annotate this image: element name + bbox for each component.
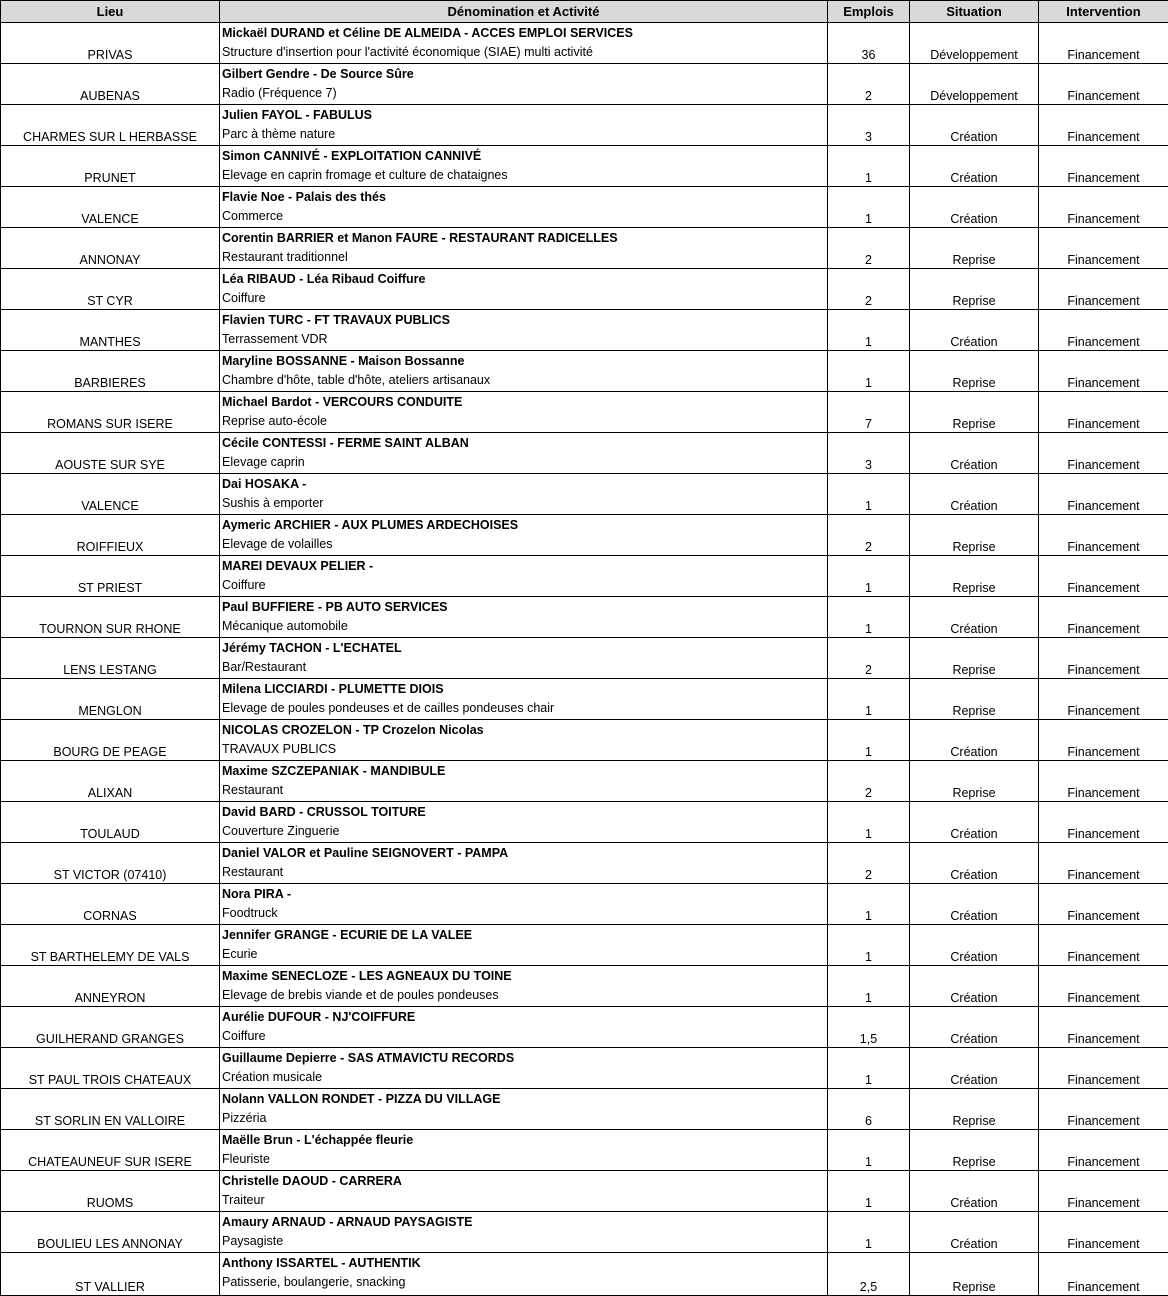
table-row	[1, 105, 1168, 146]
table-row	[1, 925, 1168, 966]
table-row	[1, 146, 1168, 187]
table-row	[1, 515, 1168, 556]
business-activity: Commerce	[222, 207, 827, 226]
business-title: Cécile CONTESSI - FERME SAINT ALBAN	[222, 433, 827, 453]
cell-situation: Développement	[910, 23, 1039, 64]
business-activity: Elevage de brebis viande et de poules pondeuses	[222, 986, 827, 1005]
cell-emplois: 2	[828, 515, 910, 556]
table-row	[1, 64, 1168, 105]
cell-lieu: ROMANS SUR ISERE	[1, 392, 220, 433]
cell-denomination	[220, 638, 828, 679]
cell-denomination	[220, 1089, 828, 1130]
cell-emplois: 1	[828, 1171, 910, 1212]
cell-lieu: AUBENAS	[1, 64, 220, 105]
cell-situation: Création	[910, 146, 1039, 187]
cell-lieu: AOUSTE SUR SYE	[1, 433, 220, 474]
cell-emplois: 2	[828, 64, 910, 105]
cell-emplois: 1	[828, 884, 910, 925]
cell-denomination	[220, 1048, 828, 1089]
cell-lieu: ALIXAN	[1, 761, 220, 802]
business-activity: Bar/Restaurant	[222, 658, 827, 677]
business-activity: Elevage en caprin fromage et culture de chataignes	[222, 166, 827, 185]
cell-denomination	[220, 351, 828, 392]
cell-situation: Reprise	[910, 228, 1039, 269]
cell-lieu: ST VICTOR (07410)	[1, 843, 220, 884]
cell-intervention: Financement	[1039, 515, 1168, 556]
business-activity: Foodtruck	[222, 904, 827, 923]
business-title: Christelle DAOUD - CARRERA	[222, 1171, 827, 1191]
table-row	[1, 638, 1168, 679]
business-activity: Traiteur	[222, 1191, 827, 1210]
business-activity: Restaurant	[222, 781, 827, 800]
cell-denomination	[220, 761, 828, 802]
cell-intervention: Financement	[1039, 1048, 1168, 1089]
business-title: Jérémy TACHON - L'ECHATEL	[222, 638, 827, 658]
cell-denomination	[220, 802, 828, 843]
cell-denomination	[220, 474, 828, 515]
cell-lieu: PRUNET	[1, 146, 220, 187]
cell-lieu: PRIVAS	[1, 23, 220, 64]
table-row	[1, 1007, 1168, 1048]
cell-denomination	[220, 23, 828, 64]
header-intervention: Intervention	[1039, 1, 1168, 23]
cell-intervention: Financement	[1039, 310, 1168, 351]
cell-situation: Reprise	[910, 761, 1039, 802]
table-row	[1, 474, 1168, 515]
cell-lieu: BOURG DE PEAGE	[1, 720, 220, 761]
business-title: David BARD - CRUSSOL TOITURE	[222, 802, 827, 822]
table-row	[1, 1253, 1168, 1296]
cell-intervention: Financement	[1039, 1212, 1168, 1253]
table-row	[1, 351, 1168, 392]
cell-lieu: LENS LESTANG	[1, 638, 220, 679]
business-activity: Coiffure	[222, 1027, 827, 1046]
table-row	[1, 310, 1168, 351]
cell-situation: Reprise	[910, 1130, 1039, 1171]
business-title: Aymeric ARCHIER - AUX PLUMES ARDECHOISES	[222, 515, 827, 535]
business-title: Léa RIBAUD - Léa Ribaud Coiffure	[222, 269, 827, 289]
business-activity: Patisserie, boulangerie, snacking	[222, 1273, 827, 1292]
table-row	[1, 761, 1168, 802]
cell-emplois: 1	[828, 146, 910, 187]
cell-intervention: Financement	[1039, 720, 1168, 761]
cell-denomination	[220, 925, 828, 966]
cell-intervention: Financement	[1039, 392, 1168, 433]
cell-situation: Création	[910, 474, 1039, 515]
business-title: Mickaël DURAND et Céline DE ALMEIDA - ACCES EMPLOI SERVICES	[222, 23, 827, 43]
business-activity: Coiffure	[222, 576, 827, 595]
business-title: MAREI DEVAUX PELIER -	[222, 556, 827, 576]
business-title: NICOLAS CROZELON - TP Crozelon Nicolas	[222, 720, 827, 740]
business-activity: Création musicale	[222, 1068, 827, 1087]
table-row	[1, 720, 1168, 761]
cell-denomination	[220, 146, 828, 187]
cell-situation: Reprise	[910, 1089, 1039, 1130]
cell-intervention: Financement	[1039, 843, 1168, 884]
cell-situation: Création	[910, 720, 1039, 761]
business-title: Flavien TURC - FT TRAVAUX PUBLICS	[222, 310, 827, 330]
cell-intervention: Financement	[1039, 351, 1168, 392]
cell-intervention: Financement	[1039, 966, 1168, 1007]
business-activity: Coiffure	[222, 289, 827, 308]
header-row	[1, 1, 1168, 23]
cell-denomination	[220, 1253, 828, 1296]
table-row	[1, 1130, 1168, 1171]
header-denomination: Dénomination et Activité	[220, 1, 828, 23]
cell-intervention: Financement	[1039, 146, 1168, 187]
business-title: Simon CANNIVÉ - EXPLOITATION CANNIVÉ	[222, 146, 827, 166]
cell-emplois: 1	[828, 310, 910, 351]
cell-situation: Création	[910, 884, 1039, 925]
cell-lieu: ST PAUL TROIS CHATEAUX	[1, 1048, 220, 1089]
table-row	[1, 966, 1168, 1007]
table-row	[1, 597, 1168, 638]
cell-denomination	[220, 1212, 828, 1253]
cell-emplois: 2	[828, 228, 910, 269]
table-row	[1, 1171, 1168, 1212]
cell-emplois: 1	[828, 351, 910, 392]
business-title: Gilbert Gendre - De Source Sûre	[222, 64, 827, 84]
cell-intervention: Financement	[1039, 187, 1168, 228]
cell-emplois: 1	[828, 679, 910, 720]
cell-situation: Création	[910, 843, 1039, 884]
business-activity: Elevage caprin	[222, 453, 827, 472]
cell-denomination	[220, 64, 828, 105]
cell-denomination	[220, 105, 828, 146]
cell-lieu: TOURNON SUR RHONE	[1, 597, 220, 638]
business-title: Milena LICCIARDI - PLUMETTE DIOIS	[222, 679, 827, 699]
business-title: Maxime SENECLOZE - LES AGNEAUX DU TOINE	[222, 966, 827, 986]
cell-emplois: 1,5	[828, 1007, 910, 1048]
cell-situation: Reprise	[910, 1253, 1039, 1296]
cell-situation: Reprise	[910, 392, 1039, 433]
cell-denomination	[220, 843, 828, 884]
cell-lieu: GUILHERAND GRANGES	[1, 1007, 220, 1048]
cell-situation: Création	[910, 433, 1039, 474]
cell-intervention: Financement	[1039, 64, 1168, 105]
cell-intervention: Financement	[1039, 105, 1168, 146]
cell-lieu: TOULAUD	[1, 802, 220, 843]
cell-intervention: Financement	[1039, 1130, 1168, 1171]
business-activity: Pizzéria	[222, 1109, 827, 1128]
cell-emplois: 1	[828, 556, 910, 597]
business-activity: Couverture Zinguerie	[222, 822, 827, 841]
table-row	[1, 1089, 1168, 1130]
cell-emplois: 1	[828, 966, 910, 1007]
cell-emplois: 1	[828, 720, 910, 761]
cell-situation: Reprise	[910, 269, 1039, 310]
business-activity: Structure d'insertion pour l'activité économique (SIAE) multi activité	[222, 43, 827, 62]
cell-situation: Création	[910, 966, 1039, 1007]
cell-denomination	[220, 310, 828, 351]
business-title: Maxime SZCZEPANIAK - MANDIBULE	[222, 761, 827, 781]
cell-intervention: Financement	[1039, 556, 1168, 597]
table-row	[1, 679, 1168, 720]
cell-situation: Création	[910, 105, 1039, 146]
cell-denomination	[220, 515, 828, 556]
cell-denomination	[220, 1130, 828, 1171]
business-activity: TRAVAUX PUBLICS	[222, 740, 827, 759]
cell-denomination	[220, 269, 828, 310]
header-situation: Situation	[910, 1, 1039, 23]
cell-situation: Développement	[910, 64, 1039, 105]
cell-emplois: 1	[828, 925, 910, 966]
table-row	[1, 843, 1168, 884]
table-row	[1, 1212, 1168, 1253]
table-row	[1, 228, 1168, 269]
cell-emplois: 1	[828, 1130, 910, 1171]
cell-emplois: 2,5	[828, 1253, 910, 1296]
business-activity: Radio (Fréquence 7)	[222, 84, 827, 103]
table-row	[1, 392, 1168, 433]
cell-denomination	[220, 556, 828, 597]
cell-emplois: 2	[828, 761, 910, 802]
business-activity: Restaurant traditionnel	[222, 248, 827, 267]
cell-emplois: 7	[828, 392, 910, 433]
business-activity: Elevage de poules pondeuses et de cailles pondeuses chair	[222, 699, 827, 718]
cell-emplois: 1	[828, 474, 910, 515]
cell-lieu: VALENCE	[1, 474, 220, 515]
cell-intervention: Financement	[1039, 1007, 1168, 1048]
business-activity: Paysagiste	[222, 1232, 827, 1251]
cell-situation: Création	[910, 1048, 1039, 1089]
cell-lieu: CHARMES SUR L HERBASSE	[1, 105, 220, 146]
cell-situation: Création	[910, 1171, 1039, 1212]
cell-intervention: Financement	[1039, 1171, 1168, 1212]
business-title: Guillaume Depierre - SAS ATMAVICTU RECORDS	[222, 1048, 827, 1068]
cell-lieu: CORNAS	[1, 884, 220, 925]
cell-lieu: BOULIEU LES ANNONAY	[1, 1212, 220, 1253]
cell-denomination	[220, 228, 828, 269]
cell-lieu: VALENCE	[1, 187, 220, 228]
header-lieu: Lieu	[1, 1, 220, 23]
cell-situation: Reprise	[910, 679, 1039, 720]
cell-denomination	[220, 720, 828, 761]
cell-situation: Création	[910, 310, 1039, 351]
table-row	[1, 884, 1168, 925]
cell-emplois: 2	[828, 269, 910, 310]
cell-intervention: Financement	[1039, 269, 1168, 310]
business-title: Maëlle Brun - L'échappée fleurie	[222, 1130, 827, 1150]
cell-intervention: Financement	[1039, 23, 1168, 64]
cell-lieu: ST BARTHELEMY DE VALS	[1, 925, 220, 966]
cell-situation: Création	[910, 187, 1039, 228]
business-activity: Ecurie	[222, 945, 827, 964]
cell-emplois: 1	[828, 187, 910, 228]
business-title: Maryline BOSSANNE - Maison Bossanne	[222, 351, 827, 371]
cell-lieu: ANNEYRON	[1, 966, 220, 1007]
cell-lieu: ST SORLIN EN VALLOIRE	[1, 1089, 220, 1130]
business-title: Nora PIRA -	[222, 884, 827, 904]
cell-emplois: 3	[828, 433, 910, 474]
cell-intervention: Financement	[1039, 802, 1168, 843]
cell-emplois: 1	[828, 1212, 910, 1253]
table-row	[1, 187, 1168, 228]
cell-denomination	[220, 597, 828, 638]
business-activity: Chambre d'hôte, table d'hôte, ateliers artisanaux	[222, 371, 827, 390]
cell-situation: Reprise	[910, 638, 1039, 679]
business-title: Daniel VALOR et Pauline SEIGNOVERT - PAMPA	[222, 843, 827, 863]
cell-lieu: MENGLON	[1, 679, 220, 720]
cell-intervention: Financement	[1039, 433, 1168, 474]
cell-intervention: Financement	[1039, 761, 1168, 802]
cell-lieu: ROIFFIEUX	[1, 515, 220, 556]
business-activity: Mécanique automobile	[222, 617, 827, 636]
business-activity: Elevage de volailles	[222, 535, 827, 554]
cell-lieu: MANTHES	[1, 310, 220, 351]
business-activity: Restaurant	[222, 863, 827, 882]
cell-intervention: Financement	[1039, 925, 1168, 966]
table-row	[1, 269, 1168, 310]
table-row	[1, 556, 1168, 597]
cell-emplois: 1	[828, 802, 910, 843]
cell-lieu: RUOMS	[1, 1171, 220, 1212]
cell-denomination	[220, 392, 828, 433]
business-activity: Reprise auto-école	[222, 412, 827, 431]
cell-intervention: Financement	[1039, 228, 1168, 269]
cell-lieu: ANNONAY	[1, 228, 220, 269]
cell-emplois: 6	[828, 1089, 910, 1130]
business-title: Julien FAYOL - FABULUS	[222, 105, 827, 125]
cell-emplois: 36	[828, 23, 910, 64]
cell-situation: Reprise	[910, 556, 1039, 597]
cell-denomination	[220, 679, 828, 720]
cell-situation: Reprise	[910, 351, 1039, 392]
table-row	[1, 1048, 1168, 1089]
cell-lieu: ST CYR	[1, 269, 220, 310]
business-activity: Parc à thème nature	[222, 125, 827, 144]
header-emplois: Emplois	[828, 1, 910, 23]
business-title: Nolann VALLON RONDET - PIZZA DU VILLAGE	[222, 1089, 827, 1109]
cell-denomination	[220, 1171, 828, 1212]
cell-situation: Création	[910, 1212, 1039, 1253]
business-title: Jennifer GRANGE - ECURIE DE LA VALEE	[222, 925, 827, 945]
cell-lieu: BARBIERES	[1, 351, 220, 392]
cell-intervention: Financement	[1039, 679, 1168, 720]
cell-situation: Création	[910, 925, 1039, 966]
business-title: Flavie Noe - Palais des thés	[222, 187, 827, 207]
business-title: Paul BUFFIERE - PB AUTO SERVICES	[222, 597, 827, 617]
cell-denomination	[220, 966, 828, 1007]
cell-lieu: CHATEAUNEUF SUR ISERE	[1, 1130, 220, 1171]
cell-emplois: 2	[828, 843, 910, 884]
cell-emplois: 3	[828, 105, 910, 146]
cell-situation: Création	[910, 1007, 1039, 1048]
cell-situation: Création	[910, 597, 1039, 638]
cell-intervention: Financement	[1039, 474, 1168, 515]
business-title: Dai HOSAKA -	[222, 474, 827, 494]
cell-intervention: Financement	[1039, 884, 1168, 925]
cell-lieu: ST PRIEST	[1, 556, 220, 597]
business-activity: Fleuriste	[222, 1150, 827, 1169]
cell-emplois: 1	[828, 1048, 910, 1089]
business-title: Anthony ISSARTEL - AUTHENTIK	[222, 1253, 827, 1273]
cell-intervention: Financement	[1039, 1089, 1168, 1130]
business-title: Michael Bardot - VERCOURS CONDUITE	[222, 392, 827, 412]
cell-situation: Reprise	[910, 515, 1039, 556]
cell-lieu: ST VALLIER	[1, 1253, 220, 1296]
cell-emplois: 1	[828, 597, 910, 638]
cell-denomination	[220, 1007, 828, 1048]
business-title: Corentin BARRIER et Manon FAURE - RESTAURANT RADICELLES	[222, 228, 827, 248]
business-title: Aurélie DUFOUR - NJ'COIFFURE	[222, 1007, 827, 1027]
business-activity: Terrassement VDR	[222, 330, 827, 349]
table-row	[1, 433, 1168, 474]
cell-emplois: 2	[828, 638, 910, 679]
cell-intervention: Financement	[1039, 1253, 1168, 1296]
table-body	[1, 23, 1168, 1296]
business-activity: Sushis à emporter	[222, 494, 827, 513]
cell-intervention: Financement	[1039, 597, 1168, 638]
business-title: Amaury ARNAUD - ARNAUD PAYSAGISTE	[222, 1212, 827, 1232]
table-row	[1, 23, 1168, 64]
cell-intervention: Financement	[1039, 638, 1168, 679]
table-row	[1, 802, 1168, 843]
cell-denomination	[220, 433, 828, 474]
cell-denomination	[220, 884, 828, 925]
cell-denomination	[220, 187, 828, 228]
cell-situation: Création	[910, 802, 1039, 843]
